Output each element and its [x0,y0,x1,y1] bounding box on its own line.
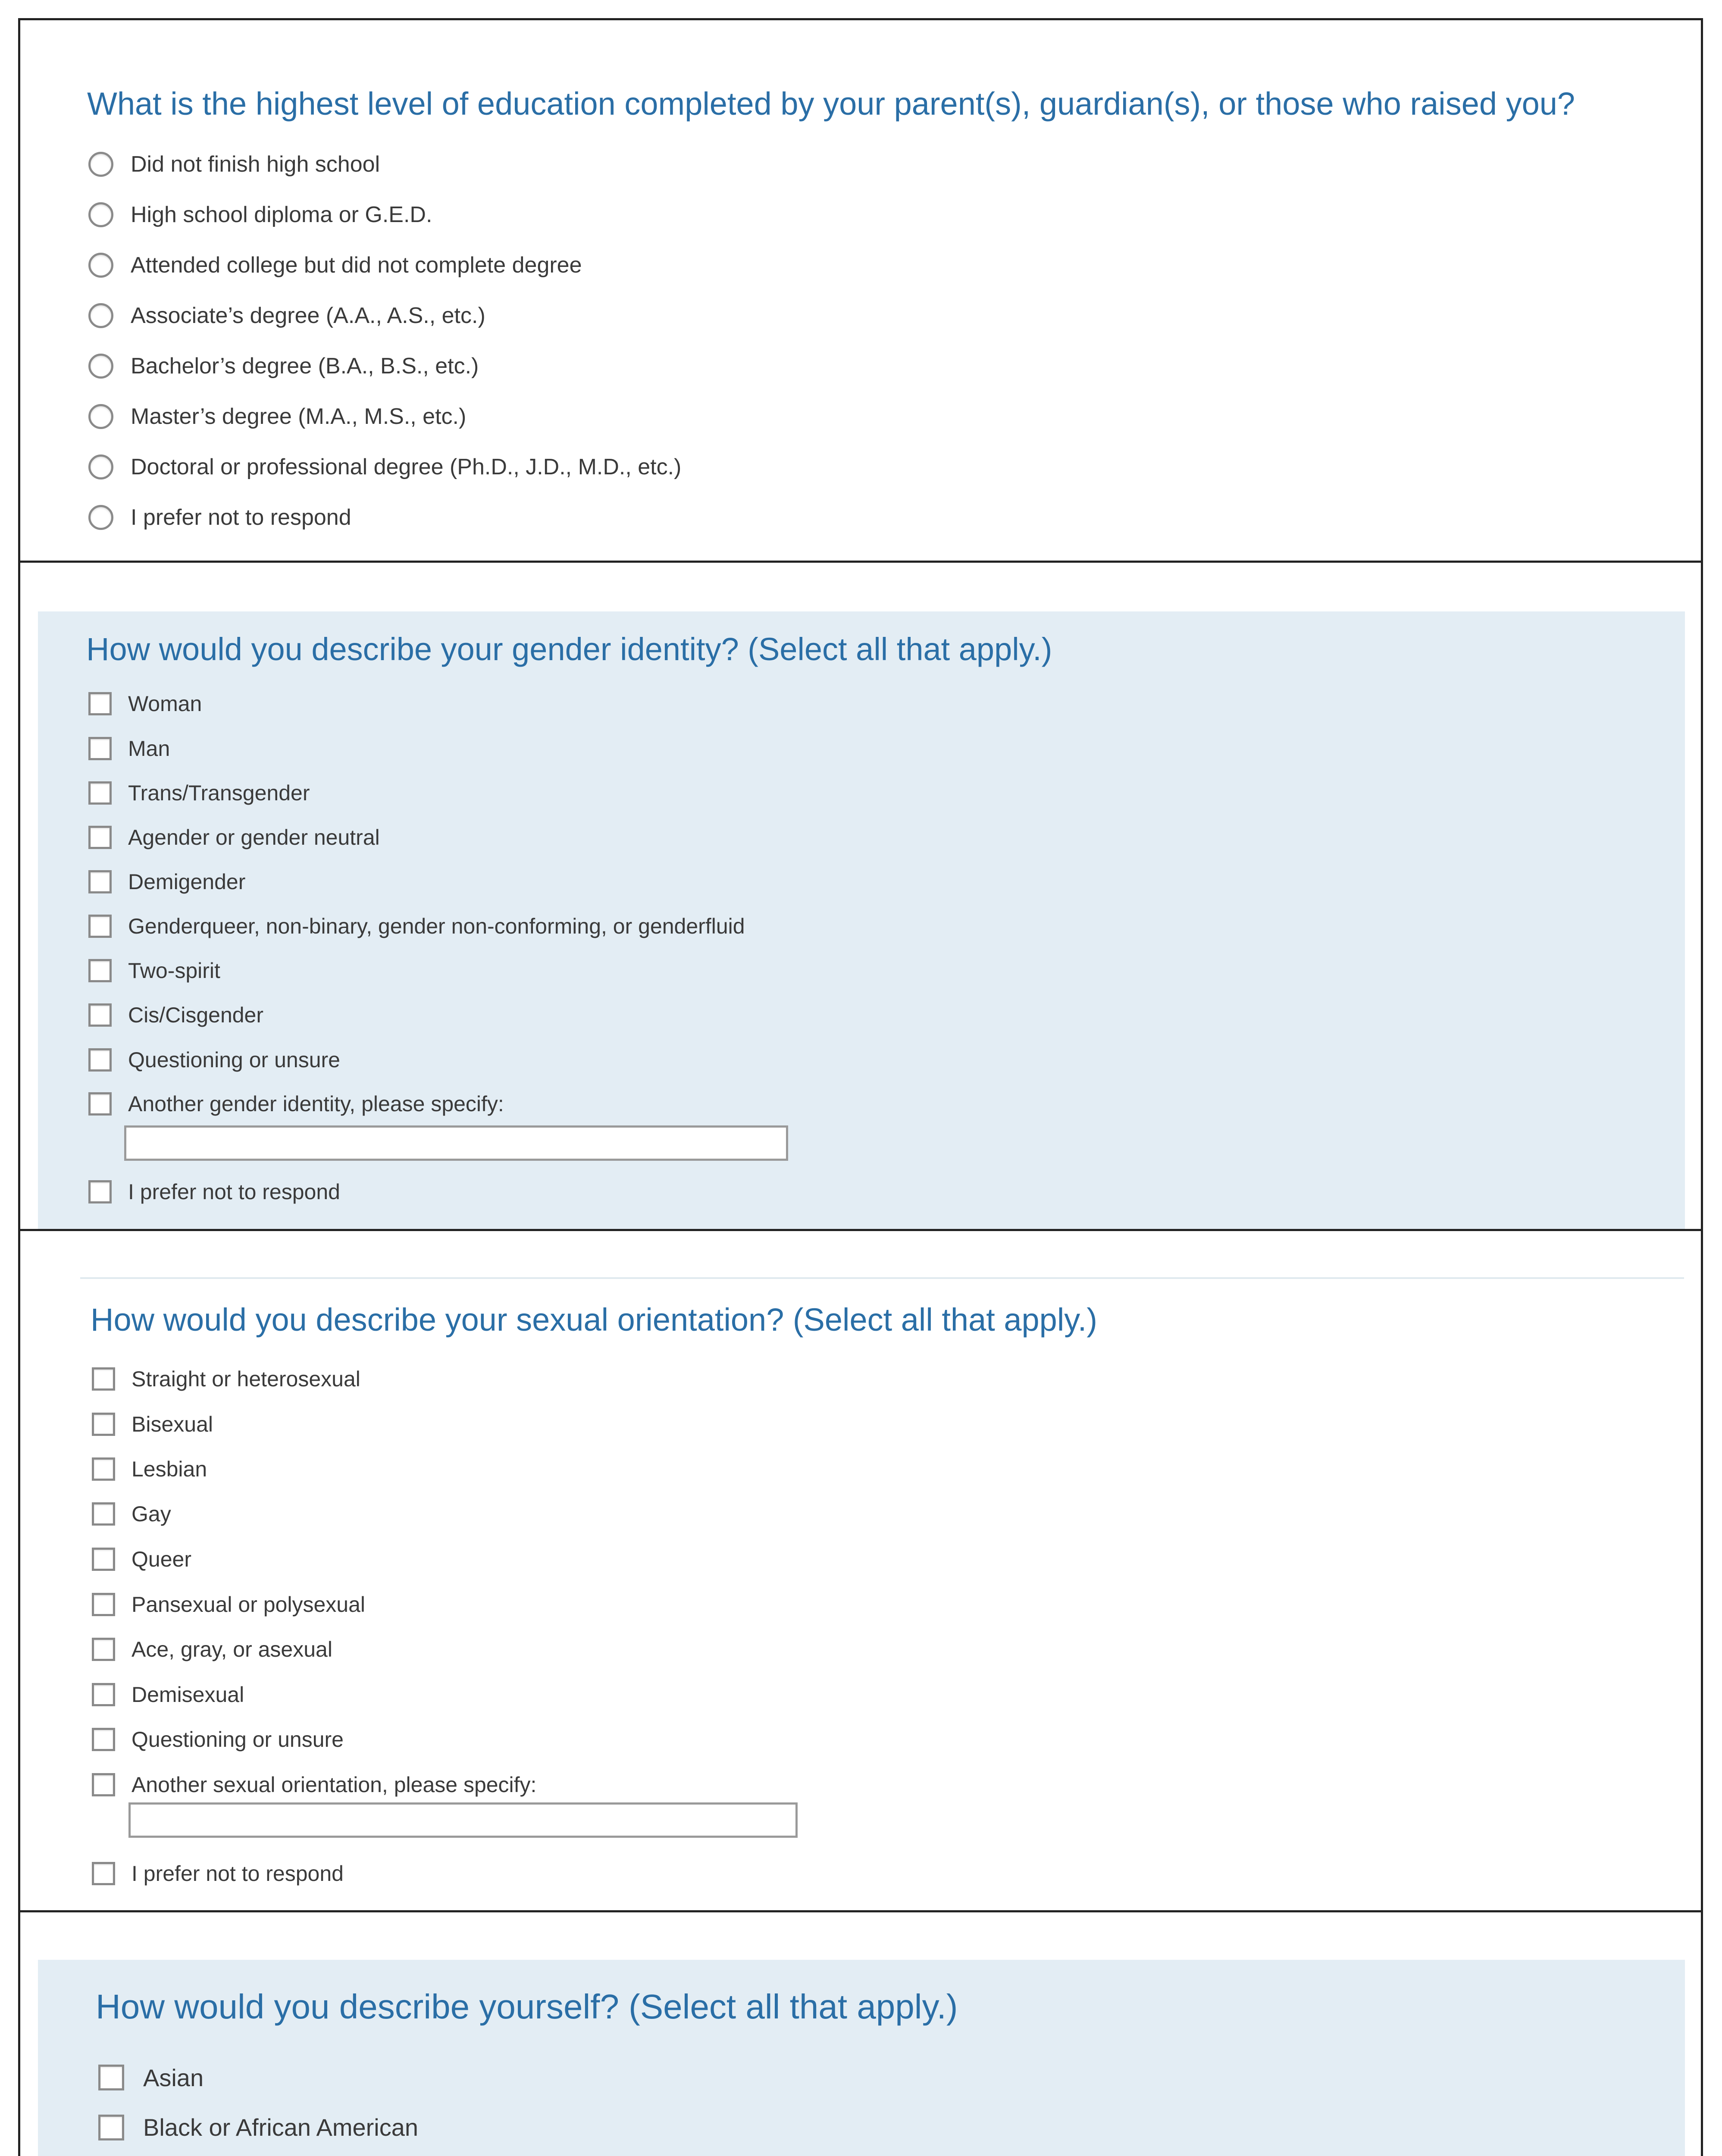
gender-option[interactable] [88,870,245,893]
checkbox[interactable] [92,1548,115,1571]
orientation-specify-input[interactable] [128,1802,798,1838]
gender-option[interactable] [88,826,380,849]
checkbox[interactable] [88,1003,112,1027]
education-option[interactable] [88,505,351,530]
orientation-option[interactable] [92,1773,536,1796]
orientation-option[interactable] [92,1367,360,1391]
gender-option[interactable] [88,737,170,760]
radio-button[interactable] [88,454,113,479]
checkbox[interactable] [92,1638,115,1661]
checkbox[interactable] [92,1728,115,1751]
option-label: Man [128,736,170,761]
education-option[interactable] [88,303,485,328]
checkbox[interactable] [98,2115,124,2140]
gender-option[interactable] [88,692,202,715]
orientation-option[interactable] [92,1638,332,1661]
option-label: Another gender identity, please specify: [128,1092,504,1116]
gender-option[interactable] [88,1092,504,1116]
option-label: Questioning or unsure [131,1727,344,1752]
option-label: Bachelor’s degree (B.A., B.S., etc.) [131,354,479,379]
checkbox[interactable] [88,1048,112,1072]
checkbox[interactable] [92,1457,115,1481]
checkbox[interactable] [92,1862,115,1885]
option-label: Pansexual or polysexual [131,1592,365,1617]
checkbox[interactable] [92,1683,115,1706]
gender-question-title: How would you describe your gender identity? (Select all that apply.) [86,631,1052,667]
race-option[interactable] [98,2115,418,2140]
option-label: Another sexual orientation, please specify: [131,1773,537,1797]
option-label: Black or African American [143,2114,419,2141]
option-label: Bisexual [131,1412,213,1436]
gender-option[interactable] [88,1003,263,1027]
checkbox[interactable] [88,870,112,893]
option-label: Agender or gender neutral [128,825,380,849]
option-label: Cis/Cisgender [128,1003,264,1027]
gender-specify-input[interactable] [124,1125,788,1161]
option-label: Associate’s degree (A.A., A.S., etc.) [131,303,485,328]
checkbox[interactable] [98,2065,124,2090]
section-divider [18,1910,1703,1912]
education-option[interactable] [88,152,380,177]
orientation-option[interactable] [92,1413,213,1436]
option-label: Gay [131,1502,171,1526]
section-rule [80,1277,1684,1279]
option-label: Lesbian [131,1457,207,1481]
checkbox[interactable] [88,737,112,760]
option-label: Demigender [128,870,246,894]
option-label: Woman [128,692,202,716]
checkbox[interactable] [92,1593,115,1616]
gender-option[interactable] [88,1180,340,1203]
education-option[interactable] [88,454,681,479]
option-label: Doctoral or professional degree (Ph.D., J.D., M.D., etc.) [131,454,682,479]
orientation-option[interactable] [92,1593,365,1616]
checkbox[interactable] [92,1367,115,1391]
orientation-option[interactable] [92,1502,171,1526]
checkbox[interactable] [88,692,112,715]
orientation-option[interactable] [92,1862,344,1885]
checkbox[interactable] [88,1180,112,1203]
option-label: Did not finish high school [131,152,380,177]
checkbox[interactable] [92,1413,115,1436]
race-question-title: How would you describe yourself? (Select all that apply.) [96,1987,958,2026]
option-label: I prefer not to respond [131,505,351,530]
checkbox[interactable] [88,1092,112,1116]
orientation-option[interactable] [92,1457,207,1481]
radio-button[interactable] [88,354,113,379]
radio-button[interactable] [88,404,113,429]
education-question-title: What is the highest level of education completed by your parent(s), guardian(s), or those who raised you? [87,86,1575,122]
orientation-option[interactable] [92,1548,191,1571]
option-label: Ace, gray, or asexual [131,1637,332,1661]
option-label: Asian [143,2064,204,2091]
education-option[interactable] [88,404,466,429]
option-label: High school diploma or G.E.D. [131,202,432,227]
checkbox[interactable] [88,959,112,982]
education-option[interactable] [88,202,432,227]
option-label: Master’s degree (M.A., M.S., etc.) [131,404,467,429]
orientation-option[interactable] [92,1683,244,1706]
radio-button[interactable] [88,303,113,328]
gender-option[interactable] [88,915,745,938]
gender-option[interactable] [88,1048,340,1072]
education-option[interactable] [88,253,582,278]
education-option[interactable] [88,354,479,379]
section-divider [18,1229,1703,1231]
gender-option[interactable] [88,959,220,982]
checkbox[interactable] [92,1502,115,1526]
checkbox[interactable] [92,1773,115,1796]
orientation-option[interactable] [92,1728,344,1751]
option-label: Trans/Transgender [128,781,310,805]
option-label: I prefer not to respond [128,1180,340,1204]
option-label: Queer [131,1547,191,1571]
orientation-question-title: How would you describe your sexual orientation? (Select all that apply.) [91,1302,1097,1338]
option-label: Attended college but did not complete degree [131,253,582,278]
option-label: Two-spirit [128,959,220,983]
option-label: Questioning or unsure [128,1048,340,1072]
radio-button[interactable] [88,505,113,530]
option-label: Genderqueer, non-binary, gender non-conforming, or genderfluid [128,914,745,938]
radio-button[interactable] [88,152,113,177]
radio-button[interactable] [88,253,113,278]
checkbox[interactable] [88,826,112,849]
radio-button[interactable] [88,202,113,227]
option-label: I prefer not to respond [131,1861,344,1886]
checkbox[interactable] [88,781,112,805]
section-divider [18,561,1703,563]
option-label: Straight or heterosexual [131,1367,360,1391]
race-option[interactable] [98,2065,204,2090]
option-label: Demisexual [131,1683,244,1707]
gender-option[interactable] [88,781,310,805]
checkbox[interactable] [88,915,112,938]
